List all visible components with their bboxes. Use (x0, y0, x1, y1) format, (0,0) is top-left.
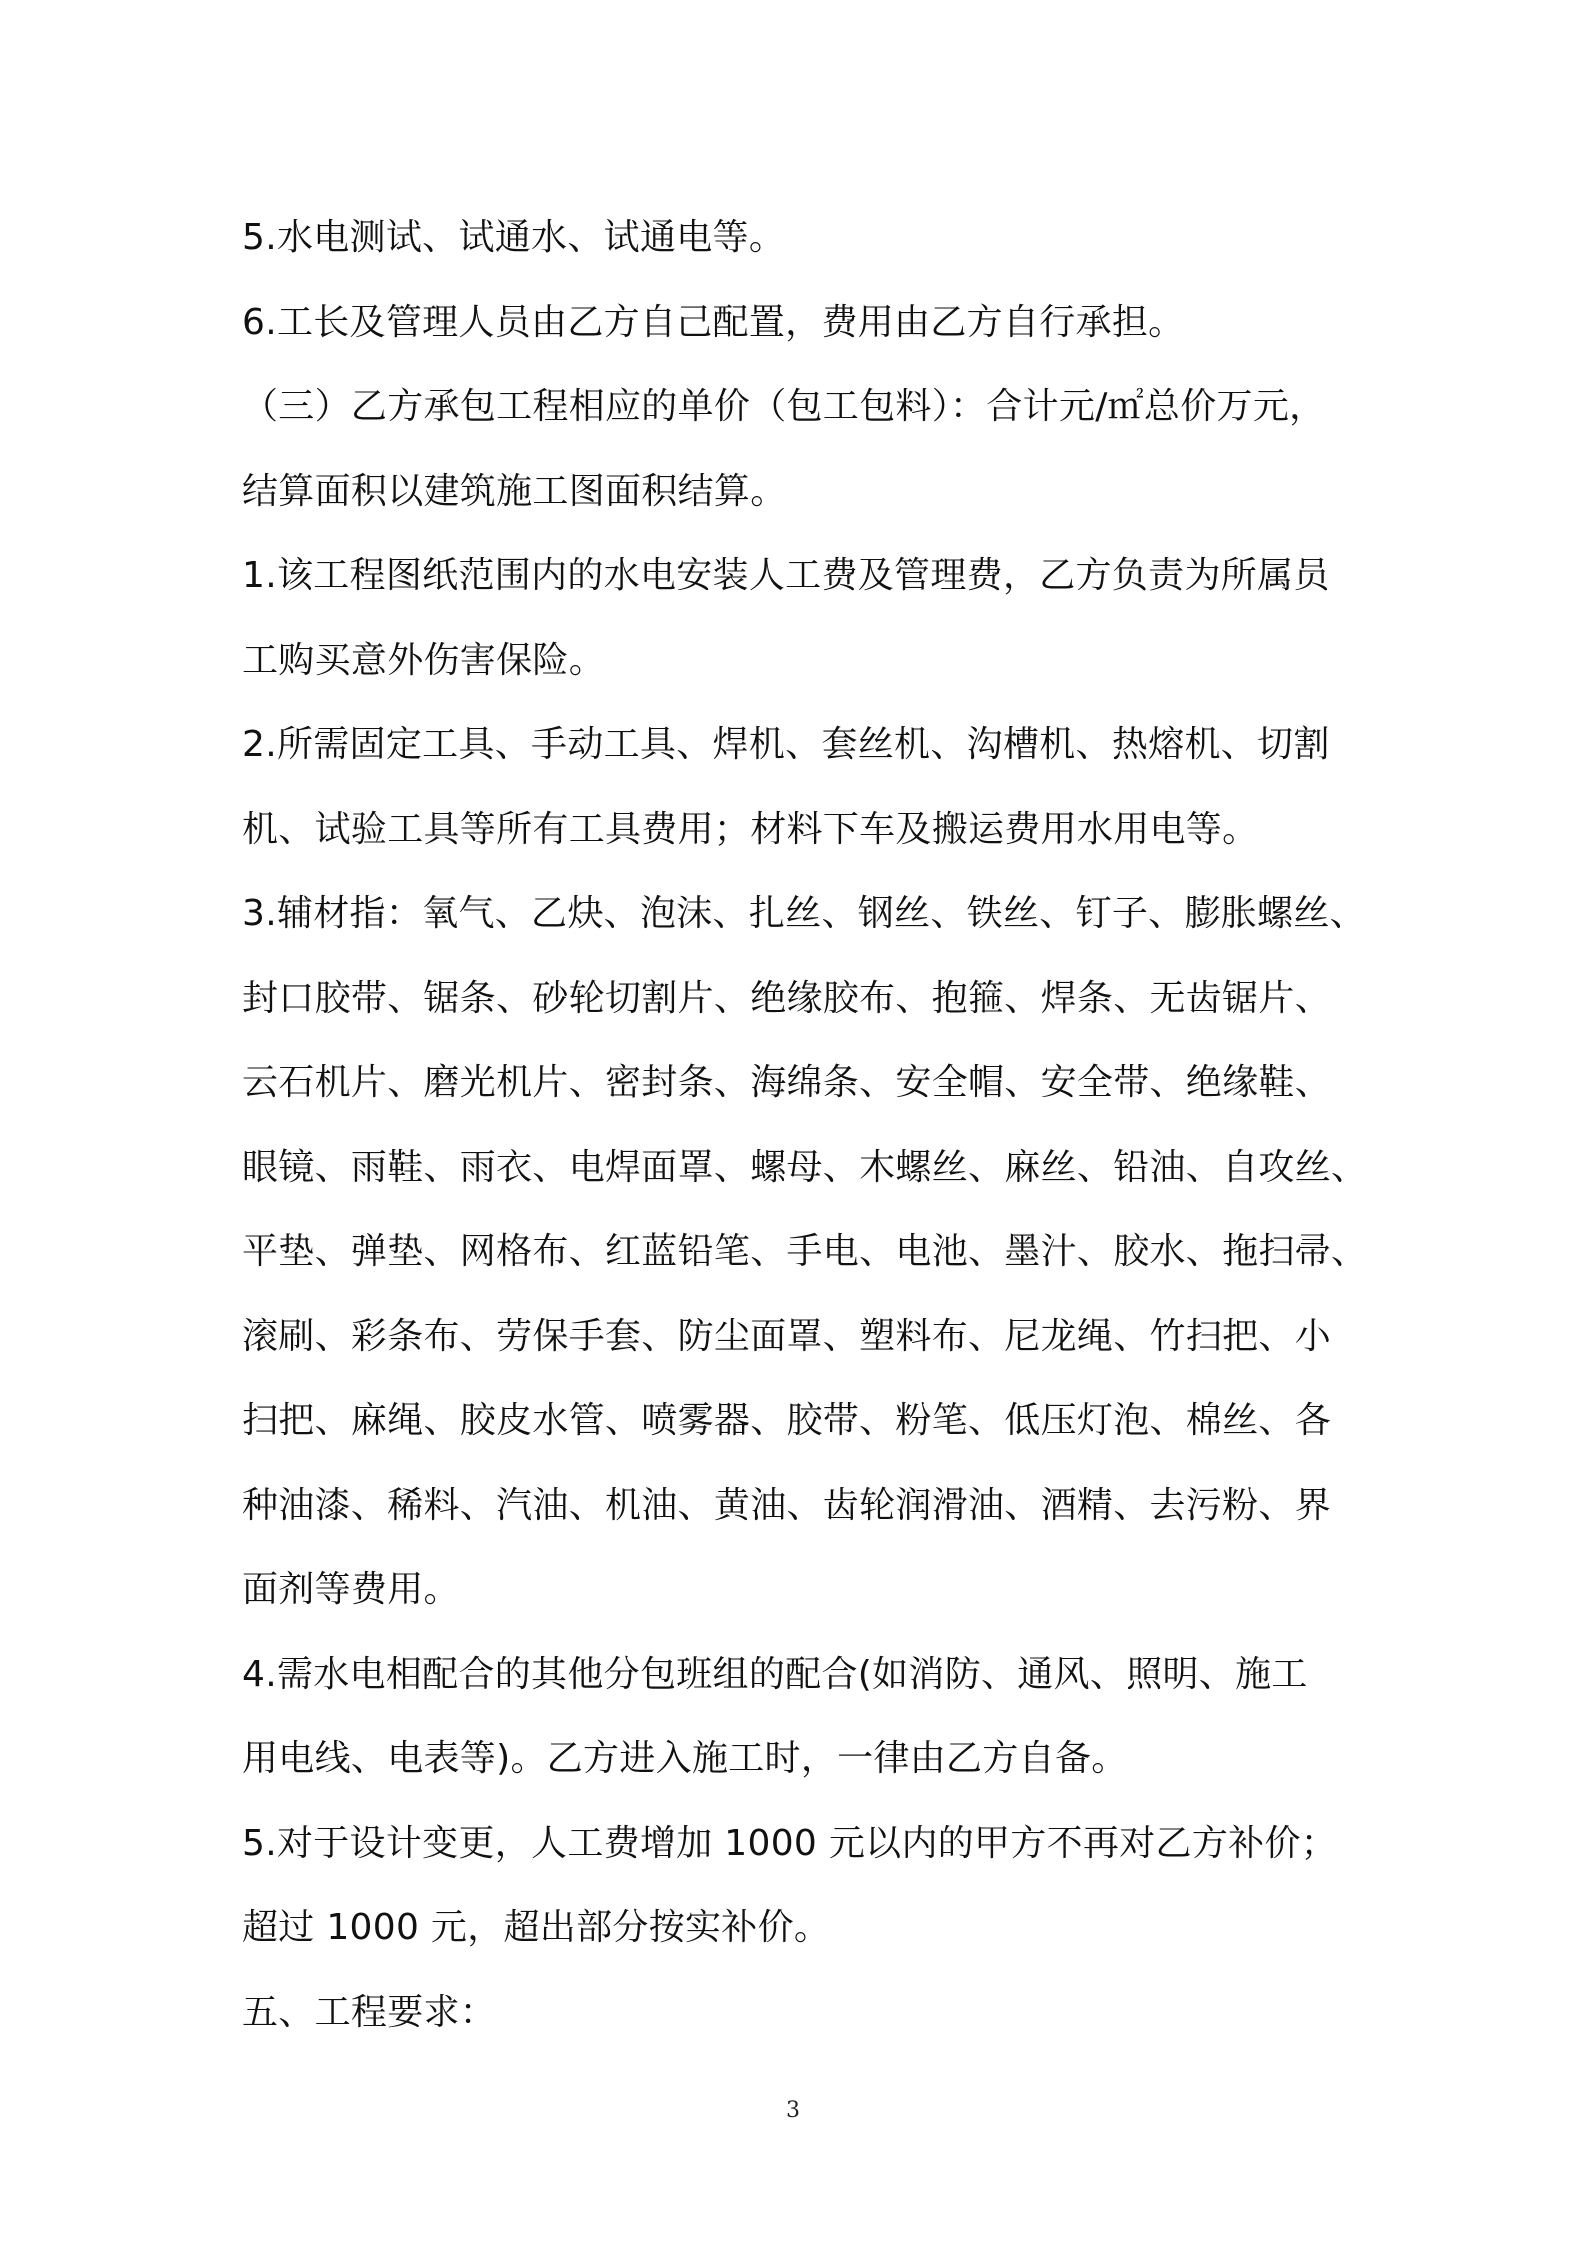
text-line: 用电线、电表等)。乙方进入施工时，一律由乙方自备。 (242, 1738, 1128, 1779)
text-line: 超过 1000 元，超出部分按实补价。 (242, 1907, 831, 1948)
text-line: 机、试验工具等所有工具费用；材料下车及搬运费用水用电等。 (242, 808, 1259, 850)
text-line: 滚刷、彩条布、劳保手套、防尘面罩、塑料布、尼龙绳、竹扫把、小 (242, 1315, 1332, 1357)
text-line: 2.所需固定工具、手动工具、焊机、套丝机、沟槽机、热熔机、切割 (242, 724, 1330, 765)
text-line: 4.需水电相配合的其他分包班组的配合(如消防、通风、照明、施工 (242, 1653, 1308, 1695)
text-line: 扫把、麻绳、胶皮水管、喷雾器、胶带、粉笔、低压灯泡、棉丝、各 (242, 1400, 1332, 1441)
text-line: 1.该工程图纸范围内的水电安装人工费及管理费，乙方负责为所属员 (242, 555, 1330, 596)
text-line: 面剂等费用。 (242, 1569, 460, 1610)
page-number: 3 (786, 2098, 800, 2123)
text-line: 3.辅材指：氧气、乙炔、泡沫、扎丝、钢丝、铁丝、钉子、膨胀螺丝、 (242, 893, 1366, 934)
text-line: 工购买意外伤害保险。 (242, 639, 606, 681)
text-line: 种油漆、稀料、汽油、机油、黄油、齿轮润滑油、酒精、去污粉、界 (242, 1484, 1332, 1526)
section-heading: 五、工程要求： (242, 1991, 497, 2033)
text-line: 5.水电测试、试通水、试通电等。 (242, 217, 786, 258)
document-body (242, 196, 1368, 2055)
section-heading: （三）乙方承包工程相应的单价（包工包料）：合计元/㎡总价万元， (242, 386, 1326, 427)
text-line: 云石机片、磨光机片、密封条、海绵条、安全帽、安全带、绝缘鞋、 (242, 1062, 1332, 1103)
text-line: 眼镜、雨鞋、雨衣、电焊面罩、螺母、木螺丝、麻丝、铅油、自攻丝、 (242, 1146, 1368, 1188)
text-line: 平垫、弹垫、网格布、红蓝铅笔、手电、电池、墨汁、胶水、拖扫帚、 (242, 1231, 1368, 1272)
text-line: 6.工长及管理人员由乙方自己配置，费用由乙方自行承担。 (242, 301, 1185, 343)
text-line: 封口胶带、锯条、砂轮切割片、绝缘胶布、抱箍、焊条、无齿锯片、 (242, 977, 1332, 1019)
text-line: 5.对于设计变更，人工费增加 1000 元以内的甲方不再对乙方补价； (242, 1822, 1338, 1864)
text-line: 结算面积以建筑施工图面积结算。 (242, 470, 787, 512)
